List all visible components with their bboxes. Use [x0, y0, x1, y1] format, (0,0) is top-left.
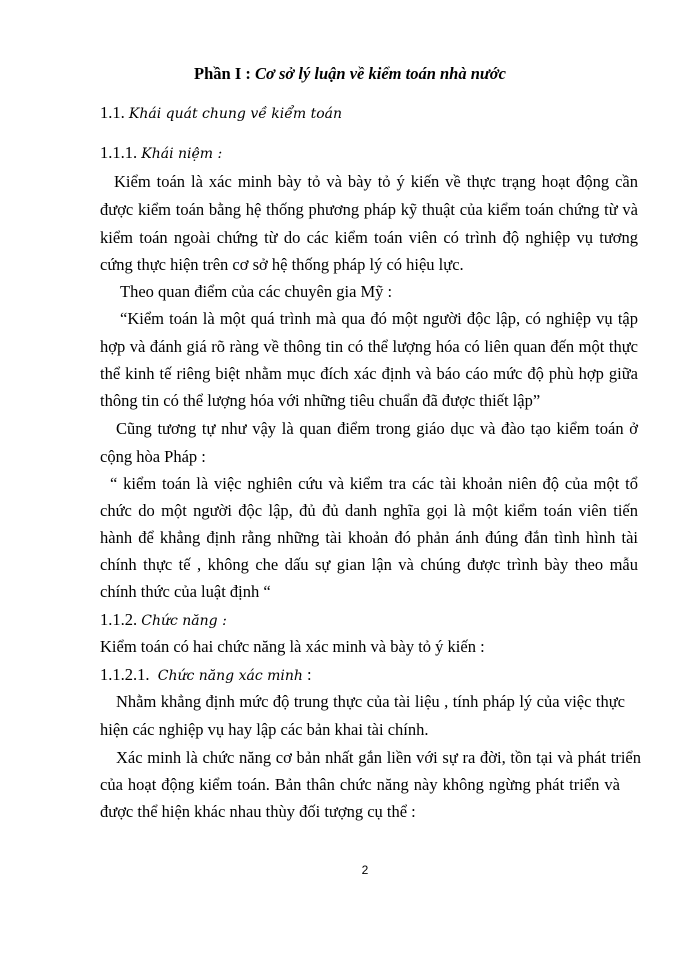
quote-line: chính thực tế , không che dấu sự gian lận và chúng được trình bày theo mẫu — [100, 555, 638, 574]
title-main: Cơ sở lý luận về kiểm toán nhà nước — [255, 64, 506, 83]
heading-1-1-2-1 — [100, 665, 638, 686]
heading-number: 1.1.2.1. — [100, 665, 158, 684]
heading-number: 1.1.1. — [100, 143, 142, 162]
page-number: 2 — [361, 863, 369, 877]
paragraph-line: cứng thực hiện trên cơ sở hệ thống pháp lý có hiệu lực. — [100, 255, 464, 274]
paragraph-line: Theo quan điểm của các chuyên gia Mỹ : — [120, 282, 393, 301]
quote-line: chính thức của luật định “ — [100, 582, 271, 601]
heading-text: Chức năng xác minh — [157, 668, 303, 684]
paragraph-line: được thể hiện khác nhau thùy đối tượng cụ thể : — [100, 802, 416, 821]
heading-text: Chức năng : — [141, 613, 227, 629]
heading-number: 1.1.2. — [100, 610, 142, 629]
paragraph-line: Cũng tương tự như vậy là quan điểm trong giáo dục và đào tạo kiểm toán ở — [116, 419, 638, 438]
heading-text: Khái niệm : — [141, 146, 223, 162]
heading-suffix: : — [302, 665, 312, 684]
heading-1-1-2 — [100, 610, 638, 631]
heading-1-1 — [100, 103, 638, 124]
paragraph-line: được kiểm toán bằng hệ thống phương pháp kỹ thuật của kiểm toán chứng từ và — [100, 200, 638, 219]
heading-number: 1.1. — [100, 103, 129, 122]
quote-line: “ kiểm toán là việc nghiên cứu và kiểm tra các tài khoản niên độ của một tổ — [110, 474, 638, 493]
quote-line: “Kiểm toán là một quá trình mà qua đó một người độc lập, có nghiệp vụ tập — [120, 309, 638, 328]
quote-line: hợp và đánh giá rõ ràng về thông tin có thể lượng hóa có liên quan đến một thực — [100, 337, 638, 356]
title-prefix: Phần I : — [194, 64, 255, 83]
heading-text: Khái quát chung về kiểm toán — [128, 106, 343, 122]
paragraph-line: kiểm toán ngoài chứng từ do các kiểm toán viên có trình độ nghiệp vụ tương — [100, 228, 638, 247]
quote-line: hành để khẳng định rằng những tài khoản đó phản ánh đúng đắn tình hình tài — [100, 528, 638, 547]
paragraph-line: Kiểm toán có hai chức năng là xác minh và bày tỏ ý kiến : — [100, 637, 485, 656]
paragraph-line: cộng hòa Pháp : — [100, 447, 206, 466]
paragraph-line: Kiểm toán là xác minh bày tỏ và bày tỏ ý kiến về thực trạng hoạt động cần — [114, 172, 638, 191]
quote-line: thông tin có thể lượng hóa với những tiêu chuẩn đã được thiết lập” — [100, 391, 541, 410]
quote-line: chức do một người độc lập, đủ đủ danh nghĩa gọi là một kiểm toán viên tiến — [100, 501, 638, 520]
paragraph-line: Nhằm khẳng định mức độ trung thực của tài liệu , tính pháp lý của việc thực — [116, 692, 625, 711]
quote-line: thể kinh tế riêng biệt nhằm mục đích xác định và báo cáo mức độ phù hợp giữa — [100, 364, 638, 383]
paragraph-line: hiện các nghiệp vụ hay lập các bản khai tài chính. — [100, 720, 429, 739]
heading-1-1-1 — [100, 143, 638, 164]
paragraph-line: Xác minh là chức năng cơ bản nhất gắn liền với sự ra đời, tồn tại và phát triển — [116, 748, 641, 767]
page-title — [0, 64, 700, 84]
paragraph-line: của hoạt động kiểm toán. Bản thân chức năng này không ngừng phát triển và — [100, 775, 620, 794]
